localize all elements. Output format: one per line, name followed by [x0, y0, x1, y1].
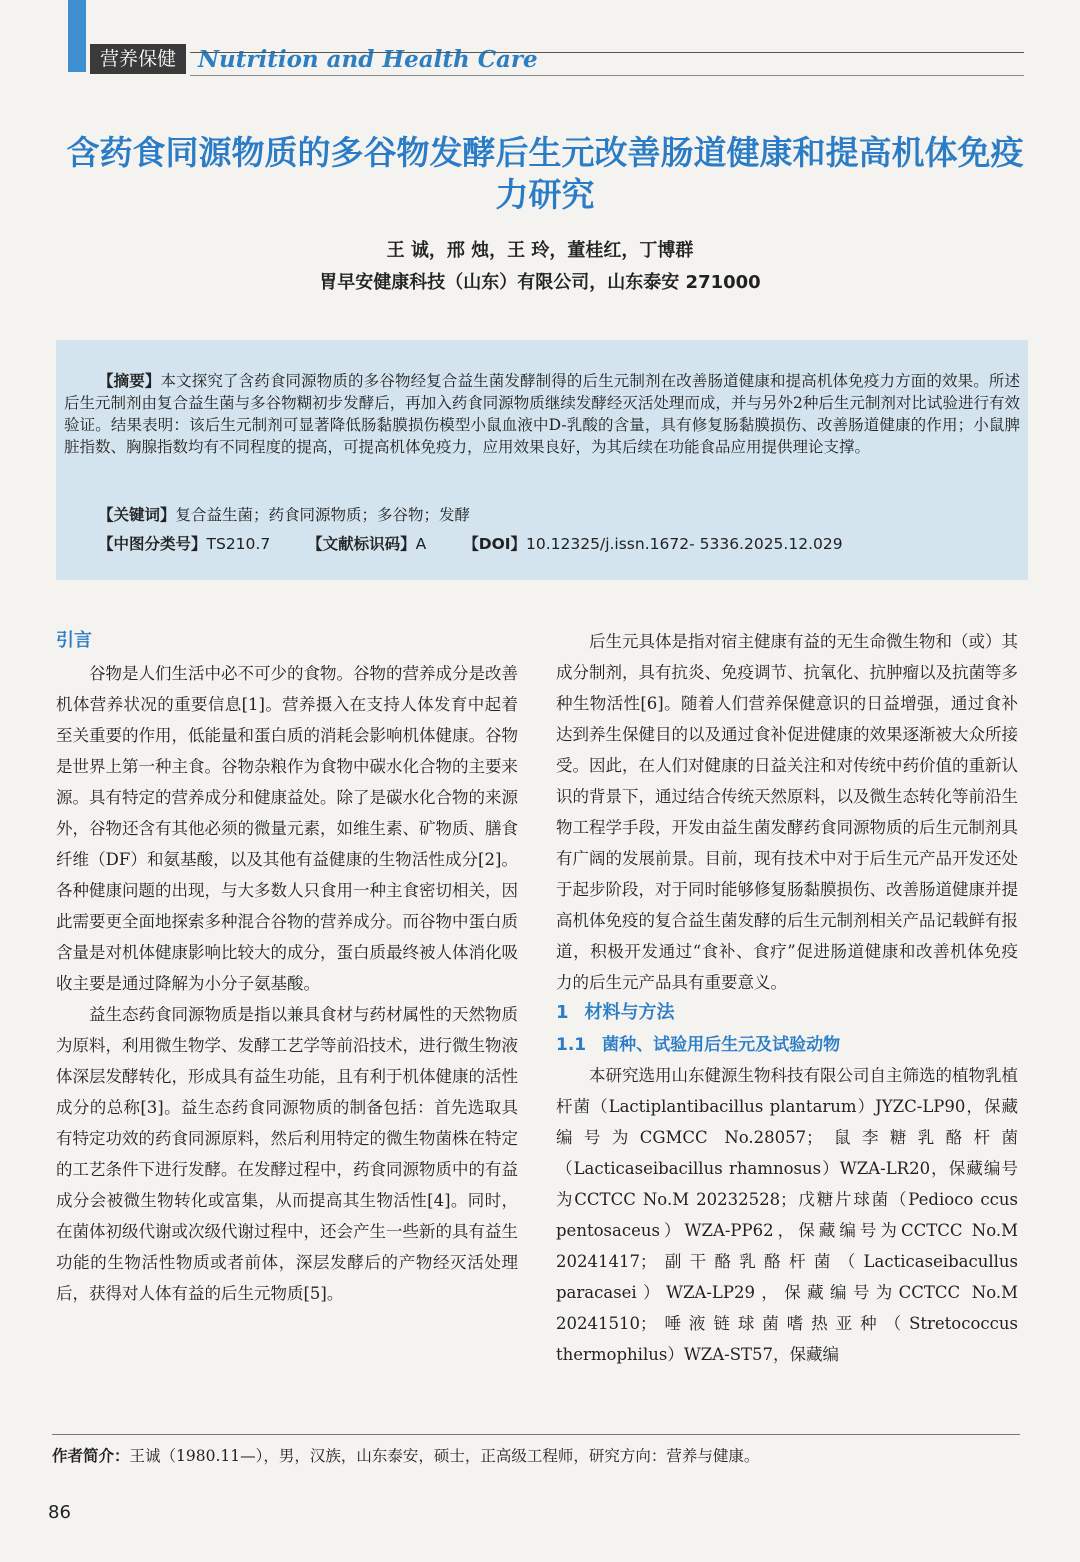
paragraph: 谷物是人们生活中必不可少的食物。谷物的营养成分是改善机体营养状况的重要信息[1]。营养摄入在支持人体发育中起着至关重要的作用，低能量和蛋白质的消耗会影响机体健康。谷物是世界上第一种主食。谷物杂粮作为食物中碳水化合物的主要来源。具有特定的营养成分和健康益处。除了是碳水化合物的来源外，谷物还含有其他必须的微量元素，如维生素、矿物质、膳食纤维（DF）和氨基酸，以及其他有益健康的生物活性成分[2]。各种健康问题的出现，与大多数人只食用一种主食密切相关，因此需要更全面地探索多种混合谷物的营养成分。而谷物中蛋白质含量是对机体健康影响比较大的成分，蛋白质最终被人体消化吸收主要是通过降解为小分子氨基酸。 — [56, 664, 518, 993]
author-note-text: 王诚（1980.11—），男，汉族，山东泰安，硕士，正高级工程师，研究方向：营养与健康。 — [129, 1447, 760, 1465]
section-heading-1 — [556, 998, 1018, 1028]
doc-code-label: 【文献标识码】 — [307, 535, 416, 553]
intro-heading: 引言 — [56, 630, 92, 651]
paragraph: 后生元具体是指对宿主健康有益的无生命微生物和（或）其成分制剂，具有抗炎、免疫调节、抗氧化、抗肿瘤以及抗菌等多种生物活性[6]。随着人们营养保健意识的日益增强，通过食补达到养生保健目的以及通过食补促进健康的效果逐渐被大众所接受。因此，在人们对健康的日益关注和对传统中药价值的重新认识的背景下，通过结合传统天然原料，以及微生态转化等前沿生物工程学手段，开发由益生菌发酵药食同源物质的后生元制剂具有广阔的发展前景。目前，现有技术中对于后生元产品开发还处于起步阶段，对于同时能够修复肠黏膜损伤、改善肠道健康并提高机体免疫的复合益生菌发酵的后生元制剂相关产品记载鲜有报道，积极开发通过“食补、食疗”促进肠道健康和改善机体免疫力的后生元产品具有重要意义。 — [556, 632, 1018, 992]
paragraph: 本研究选用山东健源生物科技有限公司自主筛选的植物乳植杆菌（Lactiplantibacillus plantarum）JYZC-LP90，保藏编号为CGMCC No.28057；鼠李糖乳酪杆菌（Lacticaseibacillus rhamnosus）WZA-LR20，保藏编号为CCTCC No.M 20232528；戊糖片球菌（Pedioco ccus pentosaceus）WZA-PP62，保藏编号为CCTCC No.M 20241417；副干酪乳酪杆菌（Lacticaseibacullus paracasei）WZA-LP29，保藏编号为CCTCC No.M 20241510；唾液链球菌嗜热亚种（Stretococcus thermophilus）WZA-ST57，保藏编 — [556, 1066, 1018, 1364]
keywords — [98, 504, 470, 526]
paragraph: 益生态药食同源物质是指以兼具食材与药材属性的天然物质为原料，利用微生物学、发酵工艺学等前沿技术，进行微生物液体深层发酵转化，形成具有益生功能，且有利于机体健康的活性成分的总称[3]。益生态药食同源物质的制备包括：首先选取具有特定功效的药食同源原料，然后利用特定的微生物菌株在特定的工艺条件下进行发酵。在发酵过程中，药食同源物质中的有益成分会被微生物转化或富集，从而提高其生物活性[4]。同时，在菌体初级代谢或次级代谢过程中，还会产生一些新的具有益生功能的生物活性物质或者前体，深层发酵后的产物经灭活处理后，获得对人体有益的后生元物质[5]。 — [56, 1005, 518, 1303]
doi-value: 10.12325/j.issn.1672- 5336.2025.12.029 — [526, 535, 843, 553]
clc-label: 【中图分类号】 — [98, 535, 207, 553]
keywords-label: 【关键词】 — [98, 506, 176, 524]
abstract — [64, 370, 1020, 458]
header-accent-bar — [68, 0, 86, 72]
page-number: 86 — [48, 1502, 71, 1523]
section-english-title: Nutrition and Health Care — [198, 46, 538, 73]
article-title: 含药食同源物质的多谷物发酵后生元改善肠道健康和提高机体免疫力研究 — [66, 133, 1024, 214]
subsection-heading-1-1 — [556, 1030, 1018, 1060]
author-note-label: 作者简介： — [52, 1447, 130, 1465]
subsection-number: 1.1 — [556, 1035, 587, 1055]
section-title: 材料与方法 — [584, 1002, 675, 1023]
doc-code-value: A — [415, 535, 427, 553]
doi-label: 【DOI】 — [463, 535, 527, 553]
subsection-title: 菌种、试验用后生元及试验动物 — [602, 1035, 841, 1055]
left-column — [56, 626, 518, 1309]
abstract-label: 【摘要】 — [98, 372, 161, 390]
affiliation: 胃早安健康科技（山东）有限公司，山东泰安 271000 — [319, 272, 761, 293]
section-number: 1 — [556, 1002, 569, 1023]
article-meta — [98, 532, 1038, 556]
header-rule-lower — [190, 75, 1024, 76]
author-list: 王 诚，邢 烛，王 玲，董桂红，丁博群 — [386, 240, 694, 261]
clc-value: TS210.7 — [206, 535, 271, 553]
abstract-text: 本文探究了含药食同源物质的多谷物经复合益生菌发酵制得的后生元制剂在改善肠道健康和提高机体免疫力方面的效果。所述后生元制剂由复合益生菌与多谷物糊初步发酵后，再加入药食同源物质继续发酵经灭活处理而成，并与另外2种后生元制剂对比试验进行有效验证。结果表明：该后生元制剂可显著降低肠黏膜损伤模型小鼠血液中D-乳酸的含量，具有修复肠黏膜损伤、改善肠道健康的作用；小鼠脾脏指数、胸腺指数均有不同程度的提高，可提高机体免疫力，应用效果良好，为其后续在功能食品应用提供理论支撑。 — [64, 372, 1020, 456]
section-tag: 营养保健 — [90, 44, 186, 74]
footnote-rule — [52, 1434, 1020, 1435]
author-note — [52, 1444, 1020, 1468]
keywords-text: 复合益生菌；药食同源物质；多谷物；发酵 — [175, 506, 471, 524]
right-column — [556, 626, 1018, 1370]
header-rule — [190, 52, 1024, 53]
